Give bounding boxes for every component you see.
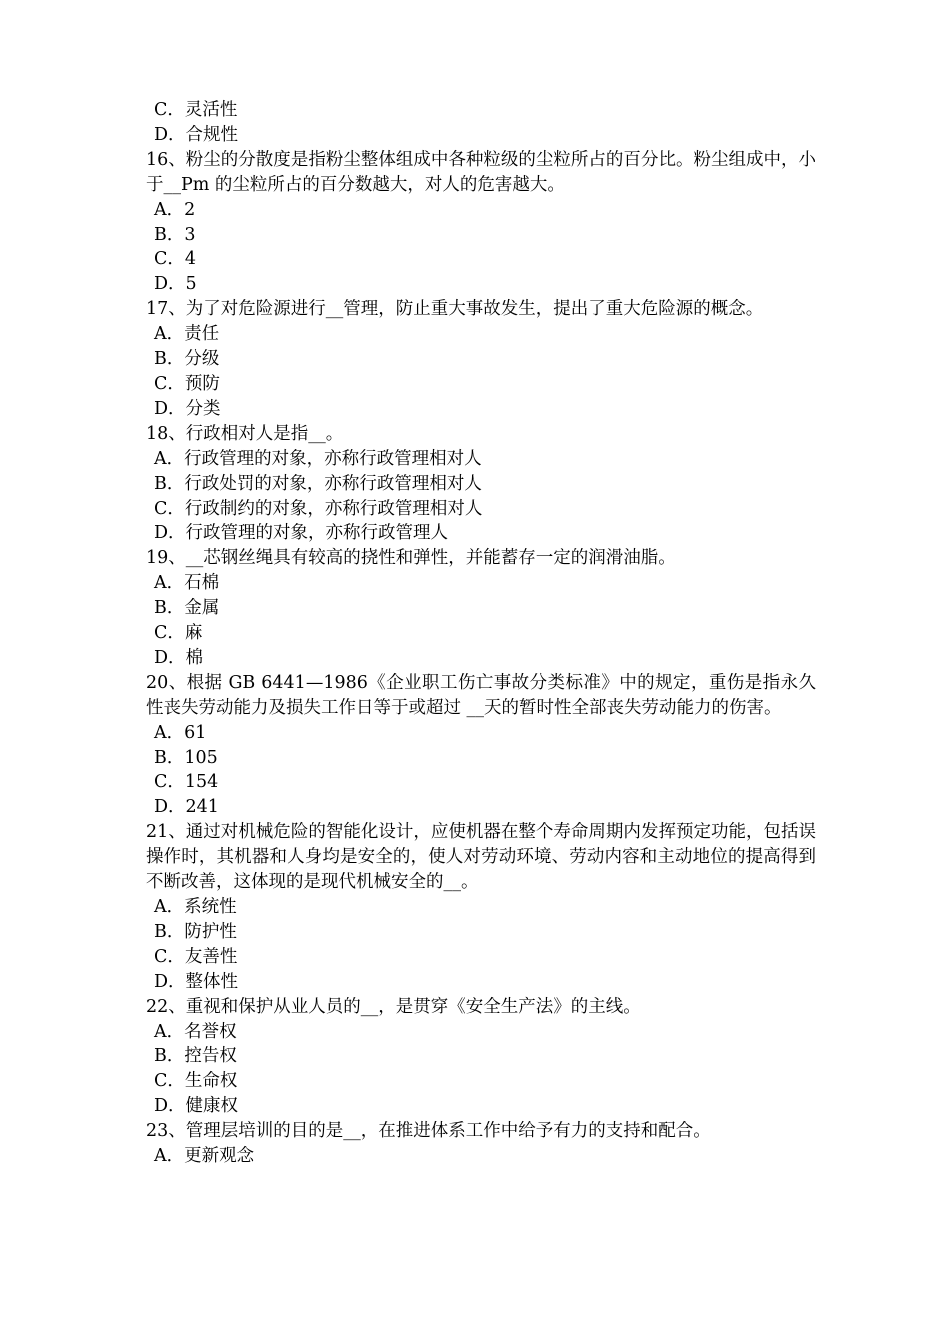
option-separator: ． xyxy=(168,523,186,544)
answer-option xyxy=(146,770,816,795)
option-text: 预防 xyxy=(184,373,220,394)
option-text: 5 xyxy=(185,274,197,295)
option-text: 合规性 xyxy=(185,124,239,145)
option-letter: A xyxy=(154,722,167,743)
option-separator: ． xyxy=(166,1021,185,1042)
option-letter: C xyxy=(154,946,168,967)
question-block xyxy=(146,820,816,994)
option-letter: C xyxy=(154,1071,168,1092)
option-letter: D xyxy=(154,523,169,544)
option-letter: C xyxy=(154,623,168,644)
option-separator: ． xyxy=(167,249,185,270)
document-body xyxy=(146,98,816,1169)
option-separator: ． xyxy=(167,1071,185,1092)
answer-option xyxy=(146,198,816,223)
option-text: 棉 xyxy=(185,647,204,668)
option-separator: ． xyxy=(166,199,185,220)
option-separator: ． xyxy=(166,224,185,245)
option-text: 友善性 xyxy=(184,946,238,967)
option-text: 控告权 xyxy=(184,1046,237,1067)
option-text: 154 xyxy=(184,772,219,793)
question-block xyxy=(146,671,816,820)
answer-option xyxy=(146,621,816,646)
question-text: 20、根据 GB 6441—1986《企业职工伤亡事故分类标准》中的规定，重伤是指永久性丧失劳动能力及损失工作日等于或超过 __天的暂时性全部丧失劳动能力的伤害。 xyxy=(146,672,816,718)
option-text: 行政处罚的对象，亦称行政管理相对人 xyxy=(184,473,482,494)
option-letter: C xyxy=(154,373,168,394)
answer-option xyxy=(146,1044,816,1069)
option-letter: B xyxy=(154,598,167,619)
question-text: 22、重视和保护从业人员的__，是贯穿《安全生产法》的主线。 xyxy=(146,996,641,1017)
question-text: 18、行政相对人是指__。 xyxy=(146,423,344,444)
question-text: 23、管理层培训的目的是__，在推进体系工作中给予有力的支持和配合。 xyxy=(146,1121,711,1142)
question-block xyxy=(146,546,816,671)
option-letter: A xyxy=(154,448,167,469)
option-letter: B xyxy=(154,1046,167,1067)
option-separator: ． xyxy=(168,274,186,295)
question-block xyxy=(146,148,816,297)
option-text: 3 xyxy=(184,224,196,245)
option-separator: ． xyxy=(166,747,185,768)
answer-option xyxy=(146,895,816,920)
answer-option xyxy=(146,521,816,546)
option-text: 整体性 xyxy=(185,971,239,992)
answer-option xyxy=(146,571,816,596)
answer-option xyxy=(146,223,816,248)
option-separator: ． xyxy=(168,797,186,818)
option-letter: B xyxy=(154,473,167,494)
option-text: 麻 xyxy=(184,623,203,644)
option-text: 4 xyxy=(184,249,197,270)
option-text: 2 xyxy=(184,199,196,220)
question-block xyxy=(146,422,816,547)
option-separator: ． xyxy=(166,473,185,494)
answer-option xyxy=(146,98,816,123)
question-text: 17、为了对危险源进行__管理，防止重大事故发生，提出了重大危险源的概念。 xyxy=(146,299,764,320)
option-separator: ． xyxy=(167,946,185,967)
answer-option xyxy=(146,447,816,472)
question-block xyxy=(146,1119,816,1169)
option-letter: A xyxy=(154,324,167,345)
option-letter: D xyxy=(154,274,169,295)
option-letter: C xyxy=(154,772,168,793)
option-separator: ． xyxy=(166,349,185,370)
answer-option xyxy=(146,746,816,771)
answer-option xyxy=(146,1144,816,1169)
option-letter: C xyxy=(154,249,168,270)
option-letter: D xyxy=(154,124,169,145)
option-letter: A xyxy=(154,573,167,594)
answer-option xyxy=(146,472,816,497)
option-separator: ． xyxy=(168,1096,186,1117)
option-separator: ． xyxy=(166,1146,185,1167)
option-letter: D xyxy=(154,398,169,419)
option-letter: D xyxy=(154,647,169,668)
option-separator: ． xyxy=(167,623,185,644)
option-separator: ． xyxy=(167,373,185,394)
option-letter: A xyxy=(154,897,167,917)
question-block xyxy=(146,995,816,1120)
option-separator: ． xyxy=(168,971,186,992)
option-separator: ． xyxy=(168,124,186,145)
question-text: 19、__芯钢丝绳具有较高的挠性和弹性，并能蓄存一定的润滑油脂。 xyxy=(146,548,676,569)
option-separator: ． xyxy=(166,598,185,619)
answer-option xyxy=(146,1069,816,1094)
answer-option xyxy=(146,272,816,297)
option-text: 石棉 xyxy=(184,573,220,594)
option-text: 行政制约的对象，亦称行政管理相对人 xyxy=(184,498,483,519)
option-text: 生命权 xyxy=(184,1071,238,1092)
answer-option xyxy=(146,596,816,621)
option-separator: ． xyxy=(167,772,185,793)
option-separator: ． xyxy=(166,573,185,594)
option-separator: ． xyxy=(167,498,185,519)
option-letter: B xyxy=(154,747,167,768)
option-letter: A xyxy=(154,1021,167,1042)
option-text: 责任 xyxy=(184,324,220,345)
option-letter: C xyxy=(154,100,168,120)
answer-option xyxy=(146,123,816,148)
answer-option xyxy=(146,646,816,671)
option-text: 61 xyxy=(184,722,207,743)
answer-option xyxy=(146,397,816,422)
option-separator: ． xyxy=(166,921,185,942)
option-text: 105 xyxy=(184,747,218,768)
option-text: 分级 xyxy=(184,349,220,370)
option-letter: A xyxy=(154,1146,167,1167)
question-text: 16、粉尘的分散度是指粉尘整体组成中各种粒级的尘粒所占的百分比。粉尘组成中，小于__Pm 的尘粒所占的百分数越大，对人的危害越大。 xyxy=(146,149,816,195)
answer-option xyxy=(146,372,816,397)
option-text: 灵活性 xyxy=(184,100,238,120)
answer-option xyxy=(146,347,816,372)
option-letter: A xyxy=(154,199,167,220)
option-separator: ． xyxy=(166,722,185,743)
option-separator: ． xyxy=(166,324,185,345)
question-text: 21、通过对机械危险的智能化设计，应使机器在整个寿命周期内发挥预定功能，包括误操作时，其机器和人身均是安全的，使人对劳动环境、劳动内容和主动地位的提高得到不断改善，这体现的是现代机械安全的__。 xyxy=(146,822,816,893)
option-separator: ． xyxy=(166,448,185,469)
answer-option xyxy=(146,497,816,522)
option-text: 行政管理的对象，亦称行政管理人 xyxy=(185,523,449,544)
option-letter: C xyxy=(154,498,168,519)
option-separator: ． xyxy=(166,1046,185,1067)
option-text: 行政管理的对象，亦称行政管理相对人 xyxy=(184,448,482,469)
option-letter: B xyxy=(154,349,167,370)
answer-option xyxy=(146,1094,816,1119)
option-separator: ． xyxy=(168,647,186,668)
option-text: 系统性 xyxy=(184,897,237,917)
answer-option xyxy=(146,322,816,347)
option-text: 名誉权 xyxy=(184,1021,237,1042)
answer-option xyxy=(146,970,816,995)
option-letter: D xyxy=(154,797,169,818)
option-separator: ． xyxy=(166,897,185,917)
answer-option xyxy=(146,795,816,820)
option-text: 健康权 xyxy=(185,1096,239,1117)
answer-option xyxy=(146,1020,816,1045)
option-text: 金属 xyxy=(184,598,220,619)
option-letter: B xyxy=(154,224,167,245)
question-block xyxy=(146,297,816,422)
option-separator: ． xyxy=(167,100,185,120)
option-letter: D xyxy=(154,1096,169,1117)
option-text: 分类 xyxy=(185,398,221,419)
option-letter: D xyxy=(154,971,169,992)
answer-option xyxy=(146,247,816,272)
option-text: 防护性 xyxy=(184,921,237,942)
option-text: 更新观念 xyxy=(184,1146,255,1167)
answer-option xyxy=(146,945,816,970)
option-letter: B xyxy=(154,921,167,942)
option-text: 241 xyxy=(185,797,219,818)
answer-option xyxy=(146,721,816,746)
option-separator: ． xyxy=(168,398,186,419)
answer-option xyxy=(146,920,816,945)
